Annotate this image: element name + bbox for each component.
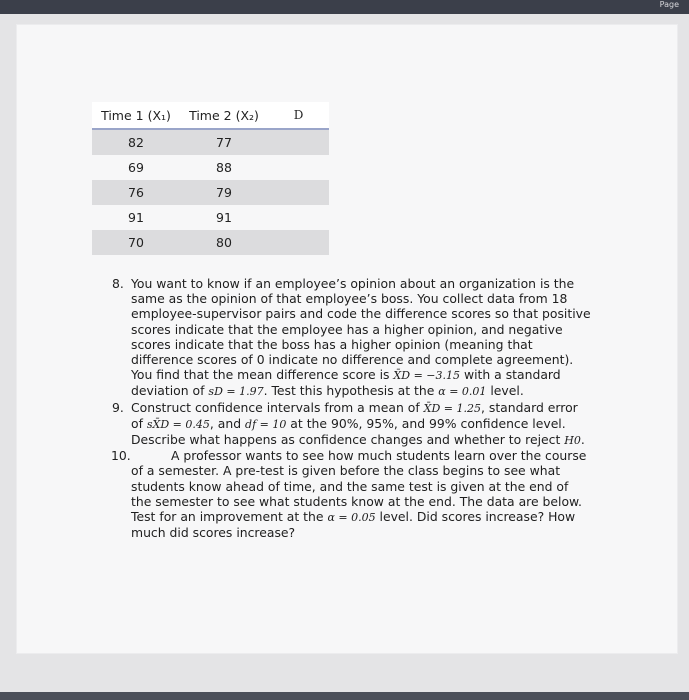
question-10 <box>112 448 592 540</box>
cell-time2: 79 <box>180 180 268 205</box>
question-text: , and <box>209 415 246 431</box>
header-time2: Time 2 (X₂) <box>180 102 268 129</box>
question-text: , standard error of <box>131 399 578 431</box>
question-text: at the 90%, 95%, and 99% confidence level. Describe what happens as confidence changes and whether to reject <box>131 415 566 448</box>
table-row <box>92 180 329 205</box>
question-number: 9. <box>112 399 124 415</box>
sd-expression: sD = 1.97 <box>208 385 264 399</box>
alpha-expression: α = 0.05 <box>327 511 376 525</box>
cell-time1: 76 <box>92 180 180 205</box>
question-text: level. Did scores increase? How much did scores increase? <box>131 509 576 541</box>
question-number: 10. <box>111 448 131 464</box>
table-row <box>92 129 329 155</box>
header-d: D <box>268 102 329 129</box>
cell-time2: 91 <box>180 205 268 230</box>
table-header-row <box>92 102 329 129</box>
question-text: with a standard deviation of <box>131 367 561 399</box>
cell-d <box>268 129 329 155</box>
cell-time2: 88 <box>180 155 268 180</box>
question-text: . <box>580 432 585 448</box>
bottom-bar <box>0 692 689 700</box>
question-text: Construct confidence intervals from a mean of <box>131 399 424 415</box>
cell-time1: 82 <box>92 129 180 155</box>
header-time1: Time 1 (X₁) <box>92 102 180 129</box>
cell-d <box>268 230 329 255</box>
question-text: A professor wants to see how much students learn over the course of a semester. A pre-test is given before the class begins to see what students know ahead of time, and the same test is given at the end of the semester to see what students know at the end. The data are below. Test for an improvement at the <box>131 448 587 525</box>
question-text: You want to know if an employee’s opinion about an organization is the same as the opinion of that employee’s boss. You collect data from 18 employee-supervisor pairs and code the difference scores so that positive scores indicate that the employee has a higher opinion, and negative scores indicate that the boss has a higher opinion (meaning that difference scores of 0 indicate no difference and complete agreement). You find that the mean difference score is <box>131 276 591 383</box>
se-expression: sX̄D = 0.45 <box>146 417 210 431</box>
table-row <box>92 155 329 180</box>
mean-expression: X̄D = −3.15 <box>393 369 460 383</box>
question-9 <box>112 400 592 449</box>
alpha-expression: α = 0.01 <box>438 385 487 399</box>
cell-d <box>268 155 329 180</box>
question-list <box>112 276 592 540</box>
cell-d <box>268 180 329 205</box>
table-row <box>92 230 329 255</box>
cell-d <box>268 205 329 230</box>
cell-time2: 77 <box>180 129 268 155</box>
question-number: 8. <box>112 276 124 291</box>
question-text: . Test this hypothesis at the <box>263 383 439 399</box>
cell-time1: 70 <box>92 230 180 255</box>
null-hypothesis-expression: H0 <box>564 434 581 448</box>
scores-table <box>92 102 329 255</box>
top-bar <box>0 0 689 14</box>
page-tab-label: Page <box>659 0 679 9</box>
df-expression: df = 10 <box>245 417 287 431</box>
cell-time2: 80 <box>180 230 268 255</box>
cell-time1: 91 <box>92 205 180 230</box>
question-text: level. <box>486 383 524 399</box>
mean-expression: X̄D = 1.25 <box>423 401 481 415</box>
table-row <box>92 205 329 230</box>
cell-time1: 69 <box>92 155 180 180</box>
question-8 <box>112 276 592 400</box>
